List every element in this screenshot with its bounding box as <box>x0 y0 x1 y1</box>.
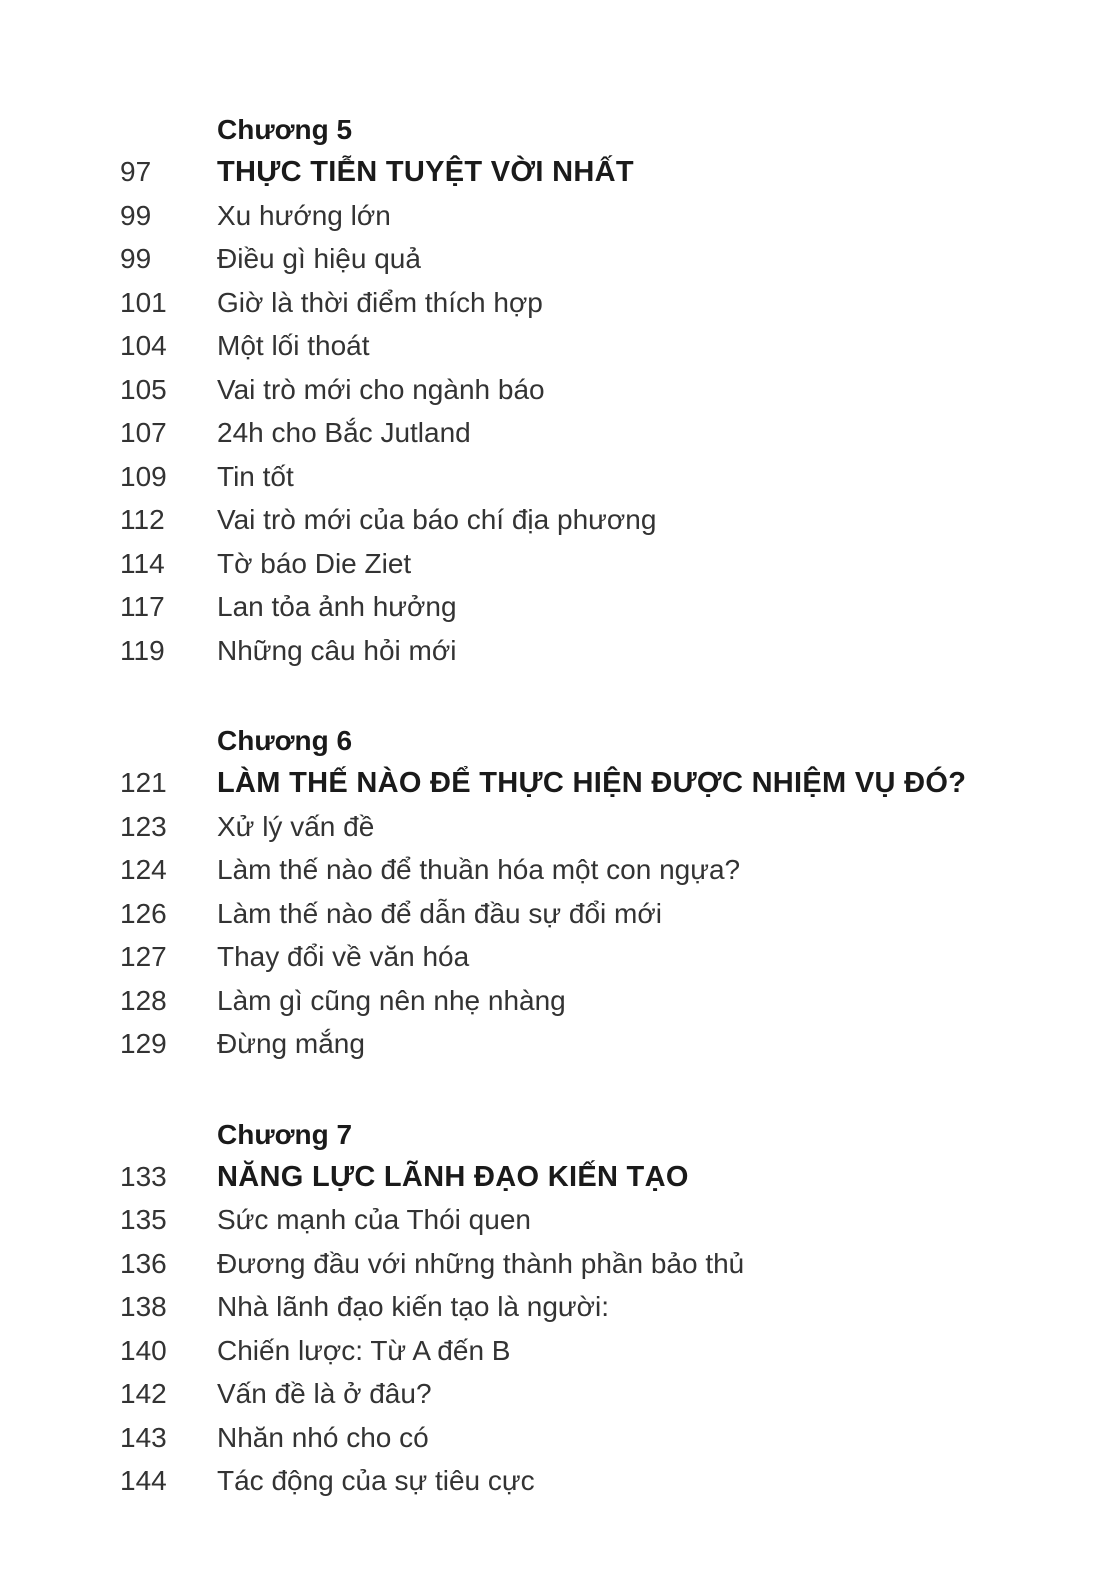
entry-title: Giờ là thời điểm thích hợp <box>217 286 543 318</box>
entry-title: Những câu hỏi mới <box>217 634 457 666</box>
entry-page-number: 107 <box>120 417 167 448</box>
chapter-page-number: 97 <box>120 156 152 187</box>
entry-title: Làm thế nào để dẫn đầu sự đổi mới <box>217 897 662 929</box>
chapter-title: THỰC TIỄN TUYỆT VỜI NHẤT <box>217 156 634 188</box>
entry-title: Làm gì cũng nên nhẹ nhàng <box>217 984 566 1016</box>
entry-page-number: 112 <box>120 504 165 535</box>
entry-page-number: 127 <box>120 941 167 972</box>
chapter-title: NĂNG LỰC LÃNH ĐẠO KIẾN TẠO <box>217 1160 689 1193</box>
toc-entry <box>120 462 1040 506</box>
entry-page-number: 123 <box>120 810 167 842</box>
entry-title: Đương đầu với những thành phần bảo thủ <box>217 1247 745 1279</box>
toc-entry <box>120 244 1040 288</box>
entry-page-number: 138 <box>120 1291 167 1322</box>
toc-entry <box>120 375 1040 419</box>
entry-title: Tờ báo Die Ziet <box>217 547 412 579</box>
chapter-page-number: 133 <box>120 1160 167 1192</box>
toc-entry <box>120 986 1040 1030</box>
entry-page-number: 109 <box>120 460 167 492</box>
entry-title: Chiến lược: Từ A đến B <box>217 1334 511 1366</box>
entry-page-number: 140 <box>120 1334 167 1366</box>
toc-entry <box>120 1466 1040 1510</box>
toc-entry <box>120 1336 1040 1380</box>
entry-page-number: 135 <box>120 1204 167 1235</box>
entry-title: Nhăn nhó cho có <box>217 1421 429 1453</box>
entry-title: Lan tỏa ảnh hưởng <box>217 591 457 622</box>
chapter-label: Chương 5 <box>217 114 353 145</box>
toc-entry <box>120 1029 1040 1073</box>
toc-entry <box>120 592 1040 636</box>
chapter-title-row <box>120 768 1040 812</box>
entry-page-number: 136 <box>120 1247 167 1279</box>
entry-page-number: 99 <box>120 199 152 231</box>
entry-title: Sức mạnh của Thói quen <box>217 1204 531 1235</box>
toc-section <box>120 1120 1040 1510</box>
entry-page-number: 99 <box>120 243 152 274</box>
toc-entry <box>120 1379 1040 1423</box>
entry-page-number: 128 <box>120 984 167 1016</box>
chapter-label: Chương 6 <box>217 725 353 756</box>
toc-entry <box>120 942 1040 986</box>
entry-page-number: 104 <box>120 330 167 361</box>
entry-page-number: 105 <box>120 373 167 405</box>
entry-title: Xử lý vấn đề <box>217 810 375 842</box>
toc-entry <box>120 201 1040 245</box>
entry-title: Tác động của sự tiêu cực <box>217 1465 535 1496</box>
chapter-title: LÀM THẾ NÀO ĐỂ THỰC HIỆN ĐƯỢC NHIỆM VỤ ĐÓ? <box>217 767 967 799</box>
entry-title: Làm thế nào để thuần hóa một con ngựa? <box>217 854 741 885</box>
entry-page-number: 119 <box>120 634 165 666</box>
entry-page-number: 124 <box>120 854 167 885</box>
toc-section <box>120 115 1040 679</box>
entry-title: Vai trò mới cho ngành báo <box>217 373 545 405</box>
toc-entry <box>120 1423 1040 1467</box>
toc-entry <box>120 505 1040 549</box>
entry-title: Vấn đề là ở đâu? <box>217 1378 432 1409</box>
toc-entry <box>120 418 1040 462</box>
entry-title: Tin tốt <box>217 460 294 492</box>
toc-entry <box>120 1205 1040 1249</box>
entry-page-number: 126 <box>120 897 167 929</box>
entry-title: Vai trò mới của báo chí địa phương <box>217 504 657 535</box>
toc-entry <box>120 855 1040 899</box>
chapter-title-row <box>120 1162 1040 1206</box>
chapter-title-row <box>120 157 1040 201</box>
entry-title: Nhà lãnh đạo kiến tạo là người: <box>217 1291 610 1322</box>
entry-title: 24h cho Bắc Jutland <box>217 417 471 448</box>
toc-entry <box>120 1249 1040 1293</box>
chapter-page-number: 121 <box>120 767 167 798</box>
toc-entry <box>120 549 1040 593</box>
entry-page-number: 144 <box>120 1465 167 1496</box>
entry-title: Đừng mắng <box>217 1028 365 1059</box>
toc-entry <box>120 331 1040 375</box>
chapter-label: Chương 7 <box>217 1118 353 1150</box>
entry-page-number: 142 <box>120 1378 167 1409</box>
entry-page-number: 114 <box>120 547 165 579</box>
table-of-contents <box>120 115 1040 1510</box>
entry-page-number: 129 <box>120 1028 167 1059</box>
toc-entry <box>120 636 1040 680</box>
toc-section <box>120 726 1040 1073</box>
toc-entry <box>120 899 1040 943</box>
entry-title: Xu hướng lớn <box>217 199 391 231</box>
toc-entry <box>120 1292 1040 1336</box>
entry-page-number: 117 <box>120 591 165 622</box>
entry-title: Điều gì hiệu quả <box>217 243 421 274</box>
toc-entry <box>120 288 1040 332</box>
entry-title: Một lối thoát <box>217 330 370 361</box>
entry-page-number: 143 <box>120 1421 167 1453</box>
toc-entry <box>120 812 1040 856</box>
entry-page-number: 101 <box>120 286 167 318</box>
entry-title: Thay đổi về văn hóa <box>217 941 470 972</box>
